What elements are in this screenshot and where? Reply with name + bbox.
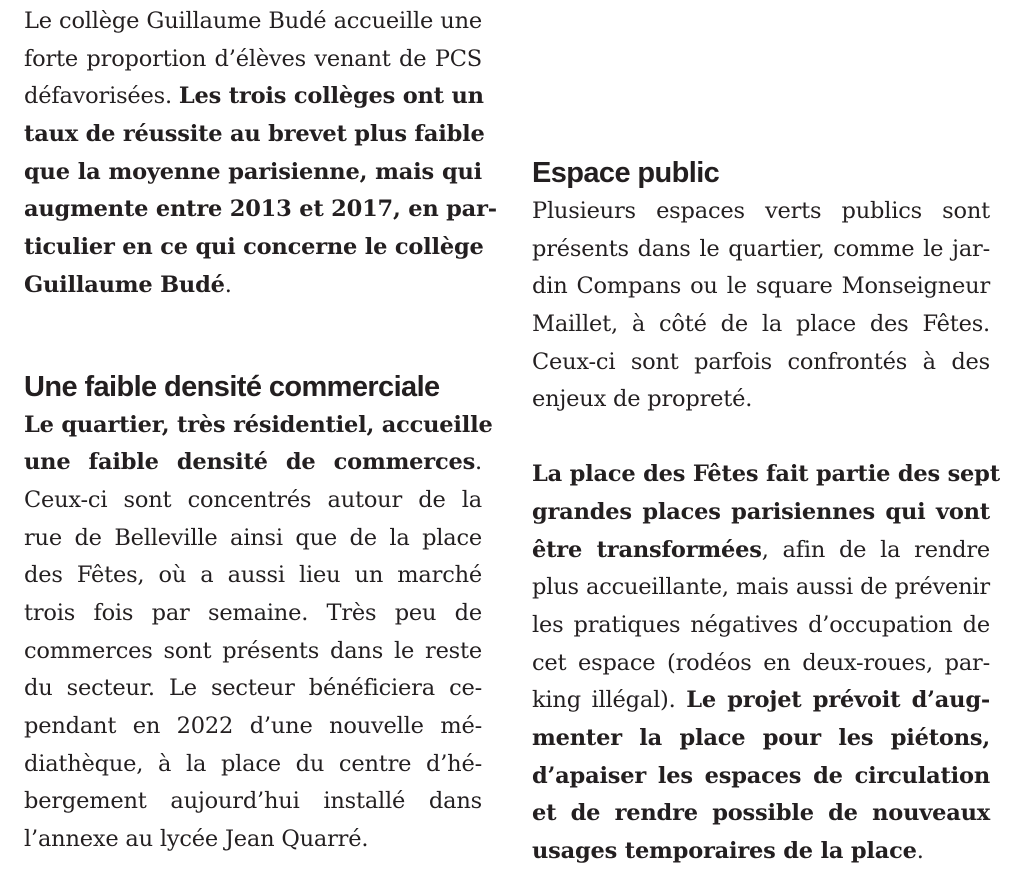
bold-text: Guillaume Budé [24,271,225,298]
text: , afin de la rendre [761,536,990,563]
text: diathèque, à la place du centre d’hé- [24,750,482,777]
bold-text: grandes places parisiennes qui vont [532,498,990,525]
bold-text: ticulier en ce qui concerne le collège [24,234,484,261]
text-line [532,231,990,269]
text-line [532,682,990,720]
text: . [916,838,924,864]
text-line [532,833,990,871]
text: enjeux de propreté. [532,386,753,413]
text: présents dans le quartier, comme le jar- [532,235,990,262]
bold-text: être transformées [532,536,762,563]
text-line [532,306,990,344]
text-line [24,154,482,192]
text: din Compans ou le square Monseigneur [532,273,990,300]
text: . [475,449,482,476]
text: bergement aujourd’hui installé dans [24,788,482,815]
text: Le collège Guillaume Budé accueille une [24,8,482,34]
text: Plusieurs espaces verts publics sont [532,198,990,224]
bold-text: Les trois collèges ont un [178,83,484,110]
bold-text: et de rendre possible de nouveaux [532,800,990,827]
text-line [532,645,990,683]
text: king illégal). [532,687,687,714]
commerce-paragraph [24,407,493,859]
text-line [24,746,482,784]
text-line [532,268,990,306]
text: pendant en 2022 d’une nouvelle mé- [24,713,482,739]
text-line [24,444,482,482]
bold-text: une faible densité de commerces [24,449,476,476]
text-line [532,344,990,382]
text-line [24,191,497,229]
text: l’annexe au lycée Jean Quarré. [24,826,369,853]
text-line [532,456,1000,494]
text: du secteur. Le secteur bénéficiera ce- [24,675,482,702]
left-column [24,3,497,859]
text: forte proportion d’élèves venant de PCS [24,45,482,72]
text: plus accueillante, mais aussi de prévenir [532,574,990,601]
text-line [24,783,482,821]
place-des-fetes-paragraph [532,456,1000,871]
bold-text: que la moyenne parisienne, mais qui [24,158,482,185]
bold-text: Le quartier, très résidentiel, accueille [24,411,493,438]
text: commerces sont présents dans le reste [24,637,482,664]
text-line [532,607,990,645]
public-space-paragraph [532,193,990,419]
text-line [532,758,990,796]
text-line [532,569,990,607]
text-line [24,407,493,445]
text: trois fois par semaine. Très peu de [24,599,482,626]
text-line [24,78,482,116]
section-heading-commerce: Une faible densité commerciale [24,370,440,403]
text: rue de Belleville ainsi que de la place [24,524,482,551]
text-line [24,229,482,267]
text-line [24,821,482,859]
intro-paragraph [24,3,497,305]
text-line [24,595,482,633]
bold-text: La place des Fêtes fait partie des sept [532,461,1000,488]
bold-text: d’apaiser les espaces de circulation [532,762,990,789]
section-heading-public-space: Espace public [532,157,720,189]
text-line [532,720,990,758]
text-line [24,633,482,671]
bold-text: usages temporaires de la place [532,838,917,864]
text-line [24,41,482,79]
text-line [532,795,990,833]
text: Ceux-ci sont parfois confrontés à des [532,348,990,375]
text-line [24,520,482,558]
text-line [532,532,990,570]
text-line [24,482,482,520]
text-line [24,267,482,305]
bold-text: taux de réussite au brevet plus faible [24,121,485,148]
text-line [24,116,485,154]
text: les pratiques négatives d’occupation de [532,611,990,638]
text-line [24,557,482,595]
text: des Fêtes, où a aussi lieu un marché [24,562,482,589]
right-column [532,153,1000,871]
text: cet espace (rodéos en deux-roues, par- [532,649,990,676]
text: . [224,271,232,298]
text-line [24,708,482,746]
text-line [532,193,990,231]
bold-text: menter la place pour les piétons, [532,724,990,751]
text-line [532,494,990,532]
text-line [532,381,990,419]
text: défavorisées. [24,83,179,110]
bold-text: augmente entre 2013 et 2017, en par- [24,196,497,223]
bold-text: Le projet prévoit d’aug- [686,687,990,714]
text: Maillet, à côté de la place des Fêtes. [532,311,990,338]
text-line [24,3,482,41]
text-line [24,670,482,708]
text: Ceux-ci sont concentrés autour de la [24,486,482,513]
